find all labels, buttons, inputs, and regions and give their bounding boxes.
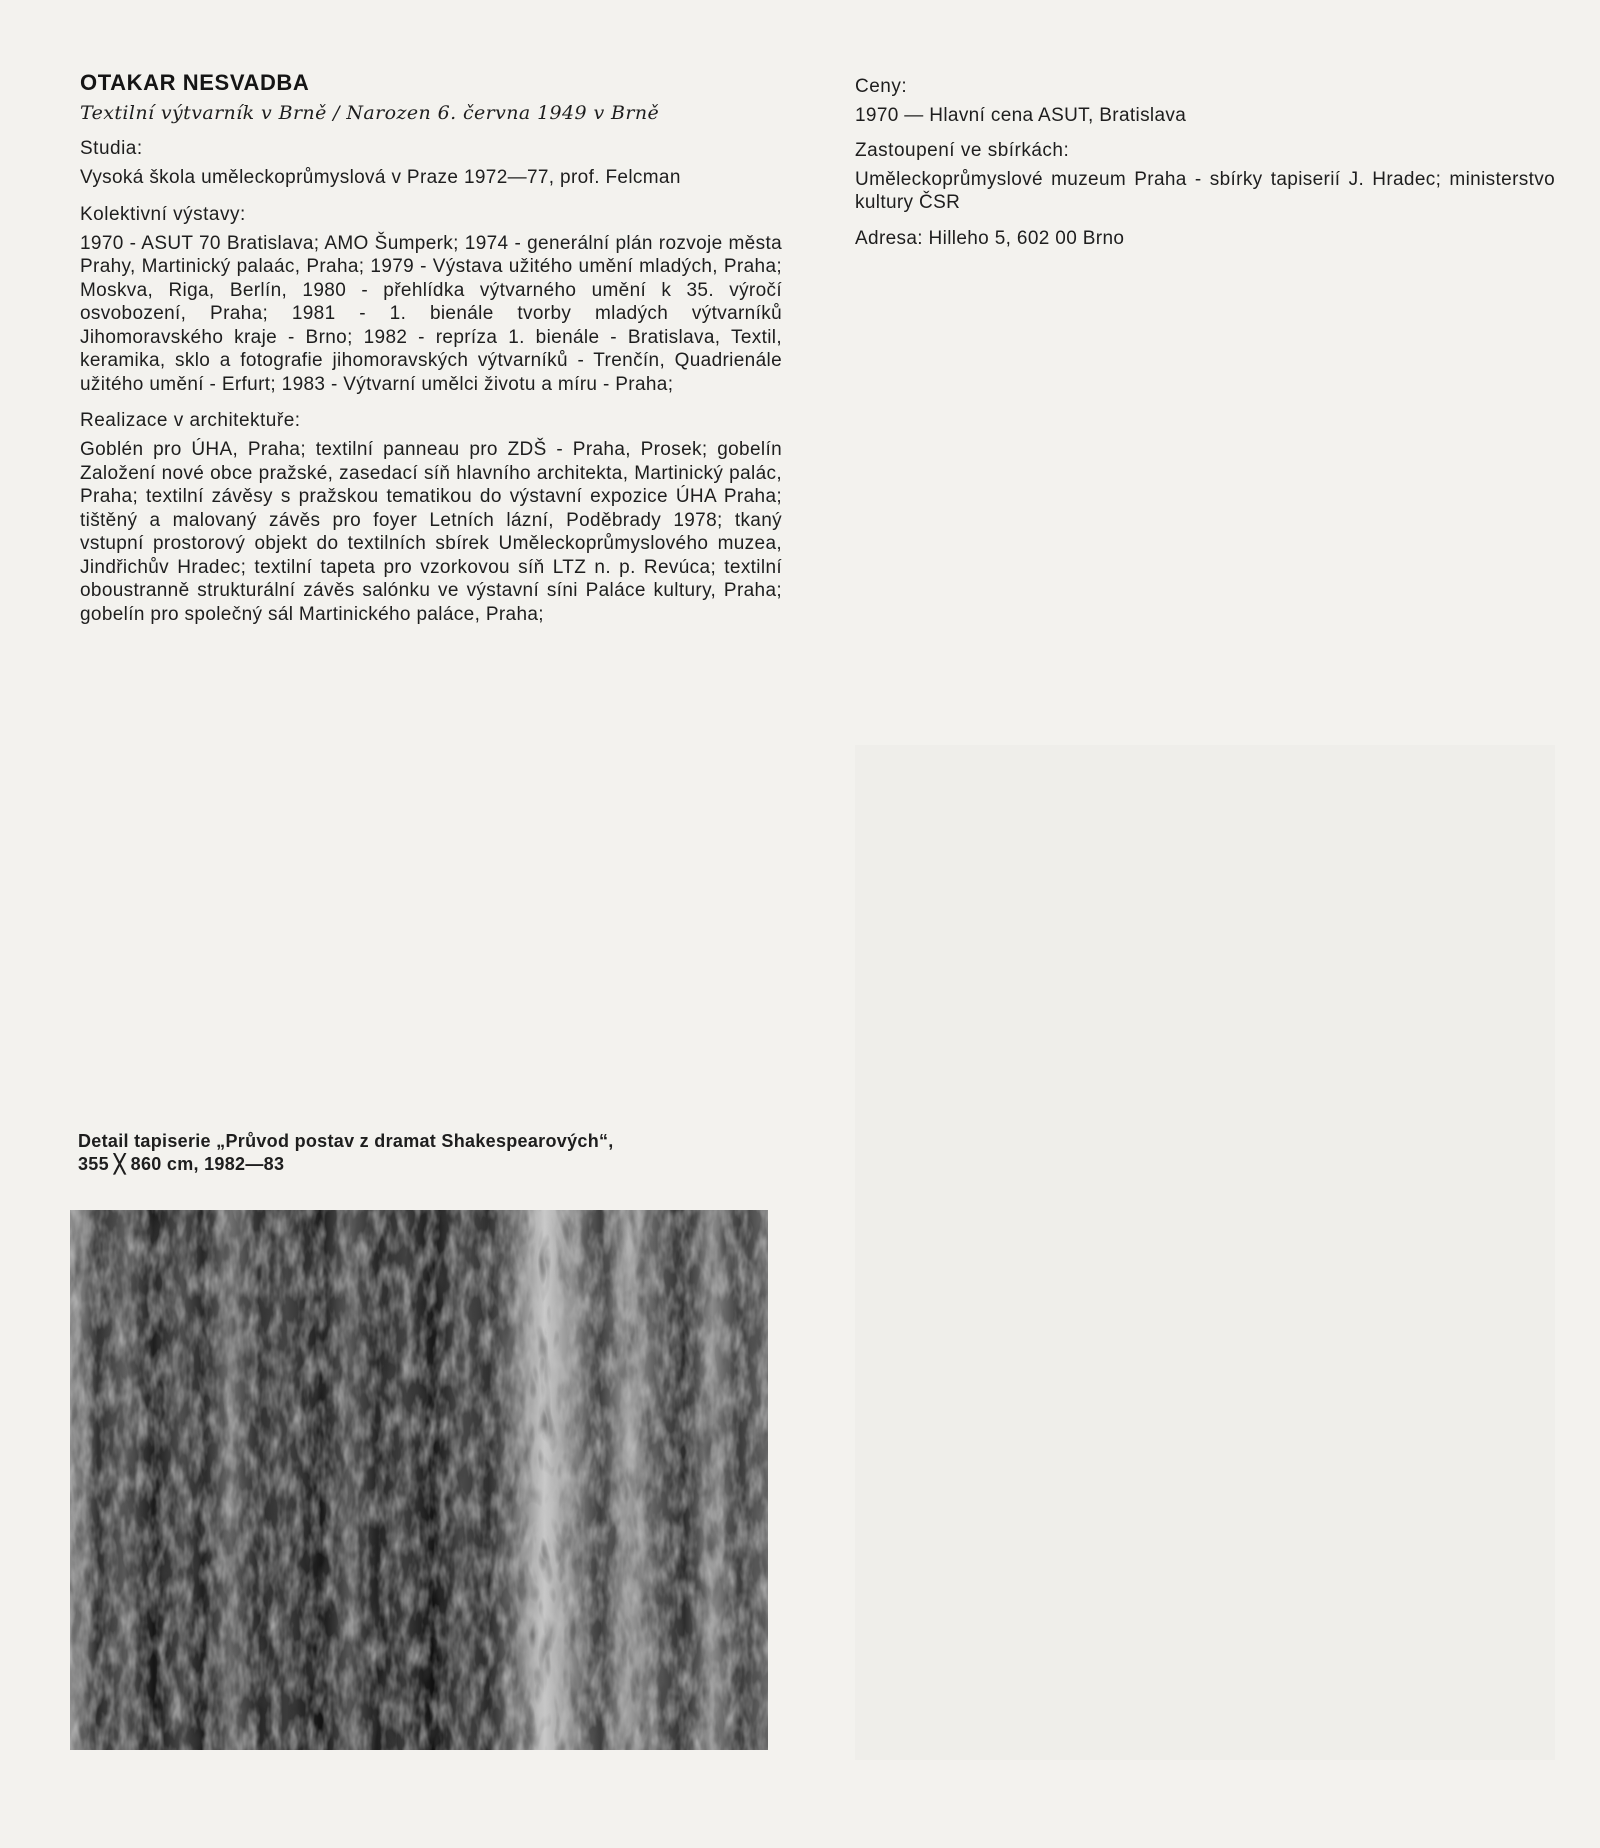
- realizace-label: Realizace v architektuře:: [80, 410, 301, 431]
- kolektivni-vystavy-label: Kolektivní výstavy:: [80, 203, 246, 225]
- ceny-text: 1970 — Hlavní cena ASUT, Bratislava: [855, 105, 1187, 126]
- studia-label: Studia:: [80, 138, 143, 159]
- ceny-label: Ceny:: [855, 76, 908, 97]
- photo-caption: [78, 1130, 781, 1176]
- artist-name: OTAKAR NESVADBA: [80, 70, 310, 95]
- kolektivni-vystavy-text: 1970 - ASUT 70 Bratislava; AMO Šumperk; 1974 - generální plán rozvoje města Prahy, Martinický palaác, Praha; 1979 - Výstava užitého umění mladých, Praha; Moskva, Riga, Berlín, 1980 - přehlídka výtvarného umění k 35. výročí osvobození, Praha; 1981 - 1. bienále tvorby mladých výtvarníků Jihomoravského kraje - Brno; 1982 - repríza 1. bienále - Bratislava, Textil, keramika, sklo a fotografie jihomoravských výtvarníků - Trenčín, Quadrienále užitého umění - Erfurt; 1983 - Výtvarní umělci životu a míru - Praha;: [80, 232, 782, 395]
- right-column: [855, 76, 1555, 262]
- zastoupeni-label: Zastoupení ve sbírkách:: [855, 139, 1070, 161]
- adresa-text: Adresa: Hilleho 5, 602 00 Brno: [855, 227, 1125, 249]
- zastoupeni-text: Uměleckoprůmyslové muzeum Praha - sbírky tapiserií J. Hradec; ministerstvo kultury ČSR: [855, 168, 1555, 213]
- left-column: [80, 70, 782, 626]
- blank-image-area: [855, 745, 1555, 1760]
- artist-subtitle: Textilní výtvarník v Brně / Narozen 6. června 1949 v Brně: [80, 102, 660, 124]
- tapestry-photo: [70, 1210, 768, 1750]
- caption-line-2: 355 ╳ 860 cm, 1982—83: [78, 1154, 285, 1174]
- tapestry-texture: [70, 1210, 768, 1750]
- caption-line-1: Detail tapiserie „Průvod postav z dramat Shakespearových“,: [78, 1131, 614, 1151]
- realizace-text: Goblén pro ÚHA, Praha; textilní panneau pro ZDŠ - Praha, Prosek; gobelín Založení nové obce pražské, zasedací síň hlavního architekta, Martinický palác, Praha; textilní závěsy s pražskou tematikou do výstavní expozice ÚHA Praha; tištěný a malovaný závěs pro foyer Letních lázní, Poděbrady 1978; tkaný vstupní prostorový objekt do textilních sbírek Uměleckoprůmyslového muzea, Jindřichův Hradec; textilní tapeta pro vzorkovou síň LTZ n. p. Revúca; textilní oboustranně strukturální závěs salónku ve výstavní síni Paláce kultury, Praha; gobelín pro společný sál Martinického paláce, Praha;: [80, 439, 782, 625]
- studia-text: Vysoká škola uměleckoprůmyslová v Praze 1972—77, prof. Felcman: [80, 167, 681, 188]
